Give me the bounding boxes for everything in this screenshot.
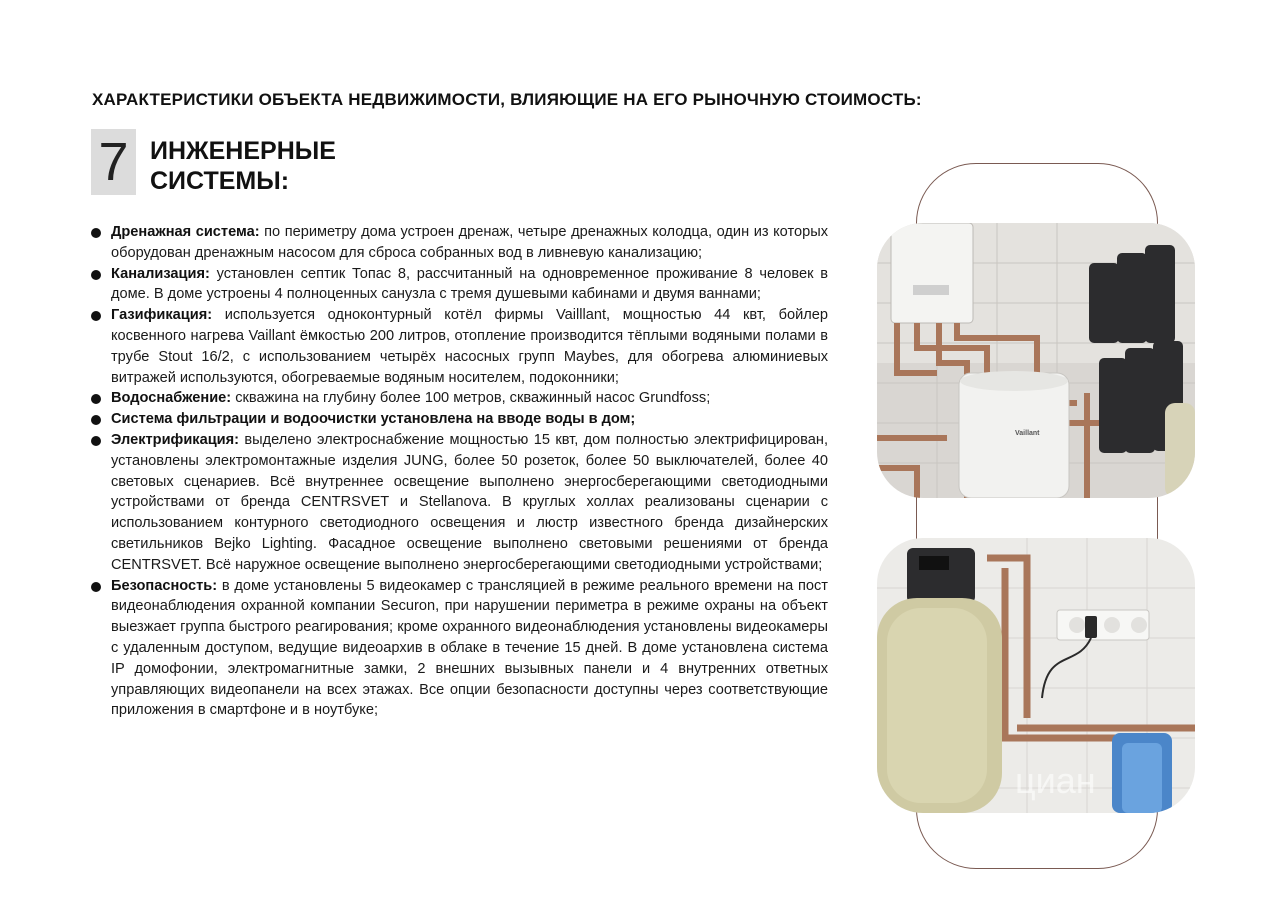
- boiler-room-photo: [877, 223, 1195, 498]
- list-item-gasification: [90, 305, 828, 388]
- bullet-icon: [91, 228, 101, 238]
- bullet-icon: [91, 394, 101, 404]
- page-heading: ХАРАКТЕРИСТИКИ ОБЪЕКТА НЕДВИЖИМОСТИ, ВЛИЯЮЩИЕ НА ЕГО РЫНОЧНУЮ СТОИМОСТЬ:: [92, 90, 922, 109]
- feature-text: скважина на глубину более 100 метров, скважинный насос Grundfoss;: [231, 390, 711, 407]
- bullet-icon: [91, 415, 101, 425]
- boiler-caption: Vaillant: [1015, 430, 1040, 437]
- list-item-filtration: [90, 409, 828, 430]
- feature-text: в доме установлены 5 видеокамер с трансляцией в режиме реального времени на пост видеонаблюдения охранной компании Securon, при нарушении периметра в режиме охраны на объект выезжает группа быстрого реагирования; кроме охранного видеонаблюдения установлены видеокамеры с удаленным доступом, ведущие видеоархив в облаке в течение 15 дней. В доме установлена система IP домофонии, электромагнитные замки, 2 внешних вызывных панели и 4 внутренних ответных управляющих видеопанели на всех этажах. Все опции безопасности доступны через соответствующие приложения в смартфоне и в ноутбуке;: [111, 577, 828, 719]
- section-number: 7: [91, 129, 136, 195]
- feature-label: Водоснабжение:: [111, 390, 232, 407]
- section-title-line2: СИСТЕМЫ:: [150, 167, 290, 195]
- section-title: [150, 136, 336, 196]
- feature-label: Канализация:: [111, 265, 210, 282]
- list-item-electrification: [90, 430, 828, 576]
- list-item-drainage: [90, 222, 828, 264]
- feature-text: используется одноконтурный котёл фирмы Vailllant, мощностью 44 квт, бойлер косвенного нагрева Vaillant ёмкостью 200 литров, отопление производится тёплыми водяными полами в трубе Stout 16/2, с использованием четырёх насосных групп Maybes, для обогрева алюминиевых витражей используются, обогреваемые водяным носителем, подоконники;: [111, 307, 828, 386]
- feature-text: выделено электроснабжение мощностью 15 квт, дом полностью электрифицирован, установлены электромонтажные изделия JUNG, более 50 розеток, более 50 выключателей, более 40 световых сценариев. Всё внутреннее освещение выполнено энергосберегающими светодиодными устройствами от бренда CENTRSVET и Stellanova. В круглых холлах реализованы сценарии с использованием контурного светодиодного освещения и люстр известного бренда дизайнерских светильников Bejko Lighting. Фасадное освещение выполнено световыми решениями от бренда CENTRSVET. Всё наружное освещение выполнено энергосберегающими светодиодными устройствами;: [111, 431, 828, 573]
- feature-label: Дренажная система:: [111, 224, 260, 240]
- watermark: циан: [1015, 760, 1096, 801]
- bullet-icon: [91, 270, 101, 280]
- filtration-photo: [877, 538, 1195, 813]
- engineering-systems-list: [90, 222, 828, 721]
- bullet-icon: [91, 311, 101, 321]
- list-item-water-supply: [90, 388, 828, 409]
- feature-label: Система фильтрации и водоочистки установлена на вводе воды в дом;: [111, 411, 636, 428]
- section-title-line1: ИНЖЕНЕРНЫЕ: [150, 137, 336, 165]
- feature-label: Электрификация:: [111, 431, 240, 448]
- bullet-icon: [91, 436, 101, 446]
- list-item-sewerage: [90, 264, 828, 306]
- feature-text: по периметру дома устроен дренаж, четыре дренажных колодца, один из которых оборудован дренажным насосом для сброса собранных вод в ливневую канализацию;: [111, 224, 828, 261]
- feature-label: Газификация:: [111, 307, 213, 324]
- list-item-security: [90, 576, 828, 722]
- bullet-icon: [91, 582, 101, 592]
- boiler-room-illustration: [877, 223, 1195, 498]
- filtration-illustration: [877, 538, 1195, 813]
- feature-label: Безопасность:: [111, 577, 218, 594]
- feature-text: установлен септик Топас 8, рассчитанный на одновременное проживание 8 человек в доме. В доме устроены 4 полноценных санузла с тремя душевыми кабинами и двумя ваннами;: [111, 265, 828, 303]
